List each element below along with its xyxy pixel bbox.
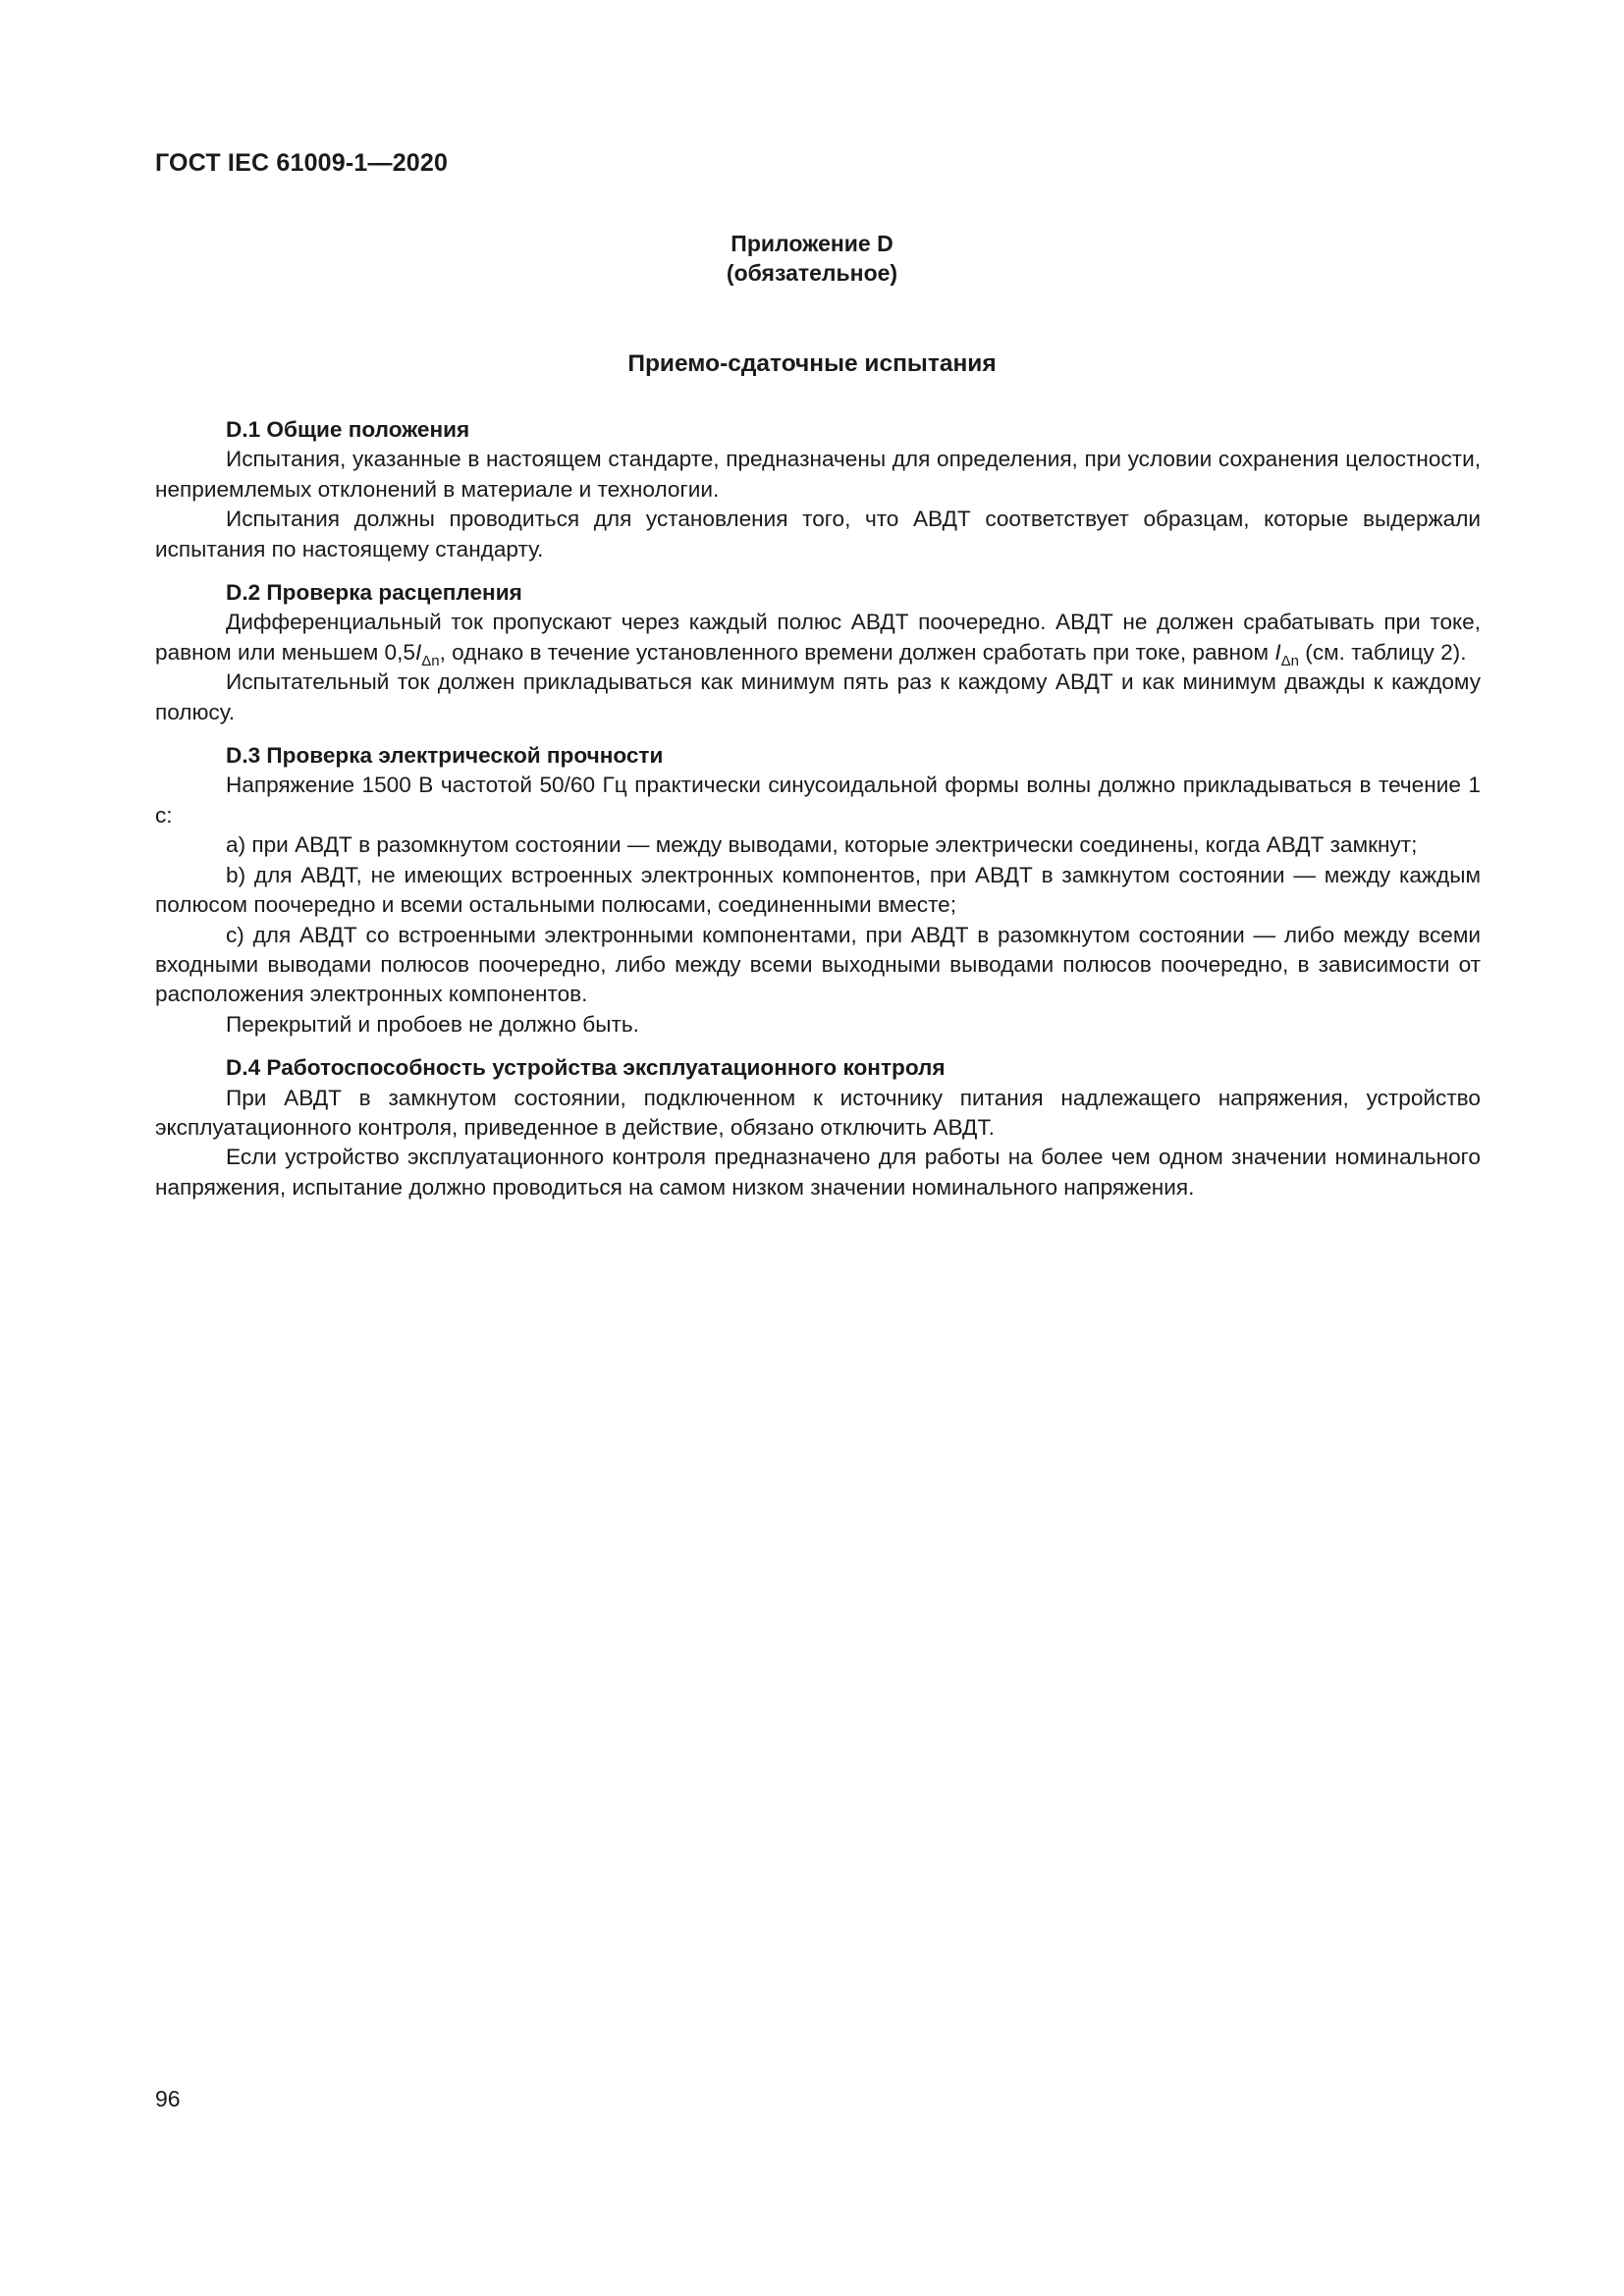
text-run: Дифференциальный ток пропускают через каждый полюс АВДТ поочередно. АВДТ не должен срабатывать при токе, равном или меньшем 0,5: [155, 610, 1481, 665]
current-symbol: I: [1274, 639, 1281, 665]
list-item-c: c) для АВДТ со встроенными электронными компонентами, при АВДТ в разомкнутом состоянии — либо между всеми входными выводами полюсов поочередно, либо между всеми выходными выводами полюсов поочередно, в зависимости от расположения электронных компонентов.: [155, 922, 1481, 1007]
section-d2: [155, 578, 1481, 727]
section-d1: [155, 415, 1481, 564]
annex-label-block: [0, 229, 1624, 288]
section-heading: D.2 Проверка расцепления: [226, 580, 522, 606]
paragraph: Если устройство эксплуатационного контроля предназначено для работы на более чем одном значении номинального напряжения, испытание должно проводиться на самом низком значении номинального напряжения.: [155, 1145, 1481, 1200]
list-item-b: b) для АВДТ, не имеющих встроенных электронных компонентов, при АВДТ в замкнутом состоянии — между каждым полюсом поочередно и всеми остальными полюсами, соединенными вместе;: [155, 862, 1481, 918]
paragraph: При АВДТ в замкнутом состоянии, подключенном к источнику питания надлежащего напряжения, устройство эксплуатационного контроля, приведенное в действие, обязано отключить АВДТ.: [155, 1085, 1481, 1140]
section-heading: D.3 Проверка электрической прочности: [226, 743, 664, 769]
paragraph: Испытания должны проводиться для установления того, что АВДТ соответствует образцам, которые выдержали испытания по настоящему стандарту.: [155, 507, 1481, 561]
current-subscript: Δn: [421, 652, 440, 669]
annex-content: [155, 415, 1481, 1216]
paragraph: [155, 608, 1481, 667]
paragraph: Испытательный ток должен прикладываться как минимум пять раз к каждому АВДТ и как минимум дважды к каждому полюсу.: [155, 669, 1481, 724]
page-number: 96: [155, 2086, 181, 2111]
text-run: (см. таблицу 2).: [1299, 639, 1467, 665]
section-d3: [155, 741, 1481, 1040]
annex-status: (обязательное): [726, 260, 898, 286]
section-heading: D.1 Общие положения: [226, 417, 470, 442]
section-heading: D.4 Работоспособность устройства эксплуатационного контроля: [226, 1055, 946, 1081]
paragraph: Испытания, указанные в настоящем стандарте, предназначены для определения, при условии сохранения целостности, неприемлемых отклонений в материале и технологии.: [155, 447, 1481, 502]
text-run: , однако в течение установленного времени должен сработать при токе, равном: [439, 639, 1275, 665]
current-symbol: I: [414, 639, 422, 665]
section-d4: [155, 1053, 1481, 1202]
standard-header: ГОСТ IEC 61009-1—2020: [155, 149, 449, 177]
current-subscript: Δn: [1280, 652, 1300, 669]
paragraph: Напряжение 1500 В частотой 50/60 Гц практически синусоидальной формы волны должно прикладываться в течение 1 с:: [155, 773, 1481, 828]
paragraph: Перекрытий и пробоев не должно быть.: [226, 1011, 639, 1037]
list-item-a: a) при АВДТ в разомкнутом состоянии — между выводами, которые электрически соединены, когда АВДТ замкнут;: [226, 832, 1418, 858]
annex-label: Приложение D: [731, 231, 893, 256]
annex-title: Приемо-сдаточные испытания: [627, 350, 997, 377]
